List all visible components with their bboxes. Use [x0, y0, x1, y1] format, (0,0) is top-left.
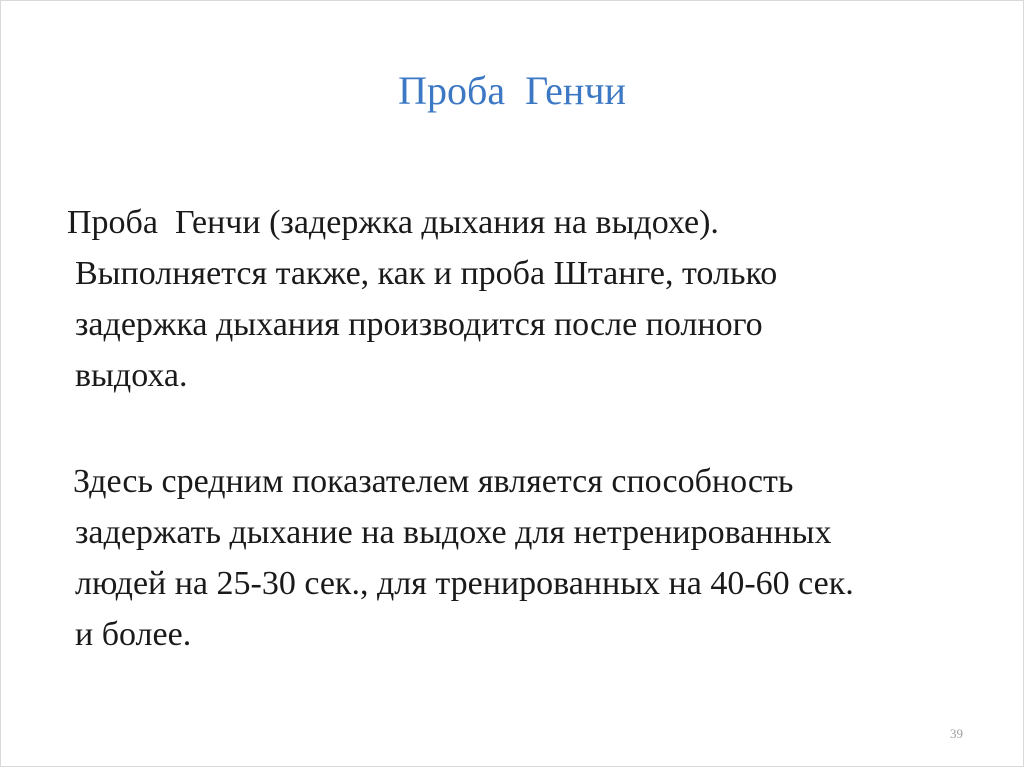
paragraph-genchi-description: [67, 197, 777, 401]
text-line: задержка дыхания производится после полного: [75, 306, 763, 343]
text-line: и более.: [75, 616, 192, 653]
text-line: людей на 25-30 сек., для тренированных на 40-60 сек.: [75, 565, 854, 602]
slide-title: Проба Генчи: [398, 68, 626, 113]
text-line: Выполняется также, как и проба Штанге, только: [75, 255, 778, 292]
text-line: задержать дыхание на выдохе для нетренированных: [75, 514, 832, 551]
text-line: Проба Генчи (задержка дыхания на выдохе).: [67, 204, 719, 241]
page-number: 39: [950, 726, 963, 741]
text-line: выдоха.: [75, 357, 188, 394]
text-line: Здесь средним показателем является способность: [73, 463, 794, 500]
paragraph-average-values: [67, 456, 854, 660]
